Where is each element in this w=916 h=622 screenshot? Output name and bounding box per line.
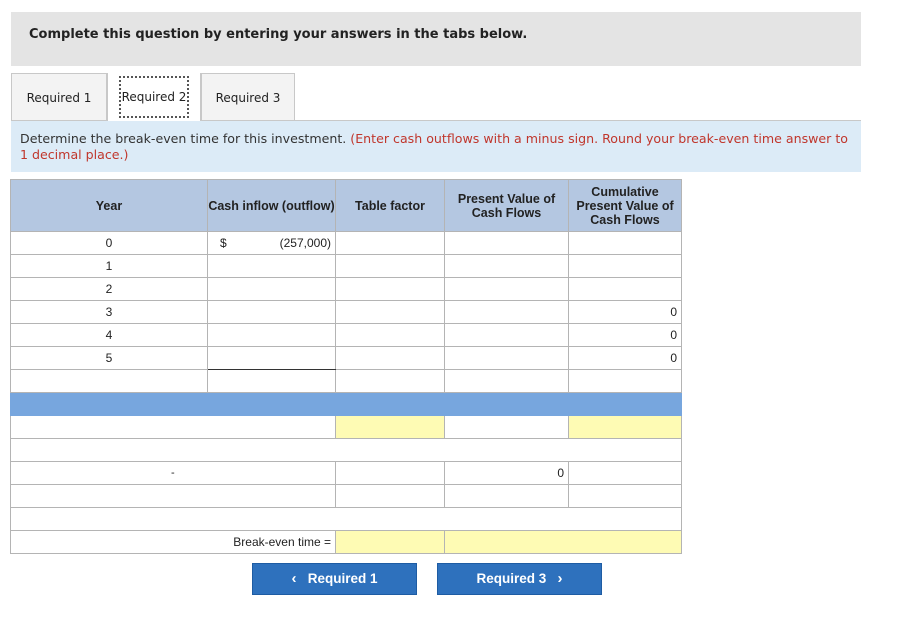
- present-value-input[interactable]: [445, 347, 569, 370]
- spacer-row: [11, 508, 682, 531]
- cash-flow-value: (257,000): [279, 236, 331, 250]
- year-cell: 1: [11, 255, 208, 278]
- table-factor-input[interactable]: [336, 347, 445, 370]
- tab-required-2-label: Required 2: [118, 75, 191, 119]
- cumulative-value-cell: [569, 278, 682, 301]
- next-required-3-button[interactable]: [437, 563, 602, 595]
- table-factor-input[interactable]: [336, 255, 445, 278]
- year-cell: 0: [11, 232, 208, 255]
- header-cumulative: Cumulative Present Value of Cash Flows: [569, 180, 682, 232]
- calc-cumulative-input[interactable]: [569, 462, 682, 485]
- table-row: [11, 232, 682, 255]
- table-factor-input[interactable]: [336, 301, 445, 324]
- question-header: [11, 12, 861, 66]
- calc-year-input[interactable]: [11, 416, 336, 439]
- question-title: Complete this question by entering your answers in the tabs below.: [29, 27, 528, 42]
- instruction-box: [11, 121, 861, 172]
- table-factor-input[interactable]: [336, 232, 445, 255]
- calc-year-input[interactable]: [11, 485, 336, 508]
- break-even-row: [11, 531, 682, 554]
- table-factor-input[interactable]: [336, 278, 445, 301]
- empty-cell: [336, 370, 445, 393]
- header-present-value: Present Value of Cash Flows: [445, 180, 569, 232]
- break-even-input-2[interactable]: [445, 531, 682, 554]
- cash-flow-input[interactable]: [208, 347, 336, 370]
- calc-row: [11, 462, 682, 485]
- section-divider-band: [11, 393, 682, 416]
- empty-cell: [569, 370, 682, 393]
- break-even-table: [10, 179, 681, 554]
- year-cell: 3: [11, 301, 208, 324]
- table-row: [11, 347, 682, 370]
- empty-cell: [11, 370, 208, 393]
- calc-cumulative-input[interactable]: [569, 416, 682, 439]
- tab-required-3-label: Required 3: [215, 91, 281, 105]
- year-cell: 4: [11, 324, 208, 347]
- present-value-input[interactable]: [445, 278, 569, 301]
- cash-flow-input[interactable]: [208, 232, 336, 255]
- calc-row: [11, 416, 682, 439]
- prev-button-label: Required 1: [307, 571, 378, 586]
- break-even-label: Break-even time =: [11, 531, 336, 554]
- spacer-row: [11, 439, 682, 462]
- calc-factor-input[interactable]: [336, 485, 445, 508]
- cumulative-value-cell: [569, 232, 682, 255]
- tab-required-2[interactable]: [107, 73, 201, 121]
- cash-flow-input[interactable]: [208, 301, 336, 324]
- year-cell: 2: [11, 278, 208, 301]
- blue-band: [11, 393, 682, 416]
- cash-flow-input[interactable]: [208, 278, 336, 301]
- spacer-cell: [11, 439, 682, 462]
- tab-required-3[interactable]: [201, 73, 295, 121]
- header-year: Year: [11, 180, 208, 232]
- prev-required-1-button[interactable]: [252, 563, 417, 595]
- calc-factor-input[interactable]: [336, 416, 445, 439]
- cumulative-value-cell: 0: [569, 324, 682, 347]
- instruction-text: Determine the break-even time for this investment.: [20, 131, 347, 146]
- table-factor-input[interactable]: [336, 324, 445, 347]
- break-even-input-1[interactable]: [336, 531, 445, 554]
- cumulative-value-cell: 0: [569, 301, 682, 324]
- header-table-factor: Table factor: [336, 180, 445, 232]
- year-dash: -: [171, 467, 175, 479]
- calc-factor-input[interactable]: [336, 462, 445, 485]
- empty-cell: [445, 416, 569, 439]
- table-header-row: [11, 180, 682, 232]
- table-row: [11, 301, 682, 324]
- cash-flow-input[interactable]: [208, 324, 336, 347]
- calc-cumulative-input[interactable]: [569, 485, 682, 508]
- tab-required-1[interactable]: [11, 73, 107, 121]
- calc-pv-input[interactable]: [445, 485, 569, 508]
- year-cell: 5: [11, 347, 208, 370]
- calc-pv-input[interactable]: 0: [445, 462, 569, 485]
- cash-flow-input[interactable]: [208, 255, 336, 278]
- present-value-input[interactable]: [445, 301, 569, 324]
- cumulative-value-cell: 0: [569, 347, 682, 370]
- chevron-right-icon: ›: [557, 570, 563, 587]
- chevron-left-icon: ‹: [291, 570, 297, 587]
- cumulative-value-cell: [569, 255, 682, 278]
- table-row-total: [11, 370, 682, 393]
- cash-flow-total-input[interactable]: [208, 370, 336, 393]
- instruction-hint: (Enter cash outflows with a minus sign. Round your break-even time answer to 1 decimal place.): [20, 131, 849, 162]
- empty-cell: [445, 370, 569, 393]
- header-cash-inflow: Cash inflow (outflow): [208, 180, 336, 232]
- tab-bar: [11, 73, 861, 121]
- table-row: [11, 324, 682, 347]
- present-value-input[interactable]: [445, 324, 569, 347]
- next-button-label: Required 3: [476, 571, 547, 586]
- currency-symbol: $: [220, 236, 227, 250]
- present-value-input[interactable]: [445, 255, 569, 278]
- spacer-cell: [11, 508, 682, 531]
- table-row: [11, 278, 682, 301]
- calc-year-cell: [11, 462, 336, 485]
- table-row: [11, 255, 682, 278]
- tab-required-1-label: Required 1: [26, 91, 92, 105]
- present-value-input[interactable]: [445, 232, 569, 255]
- calc-row: [11, 485, 682, 508]
